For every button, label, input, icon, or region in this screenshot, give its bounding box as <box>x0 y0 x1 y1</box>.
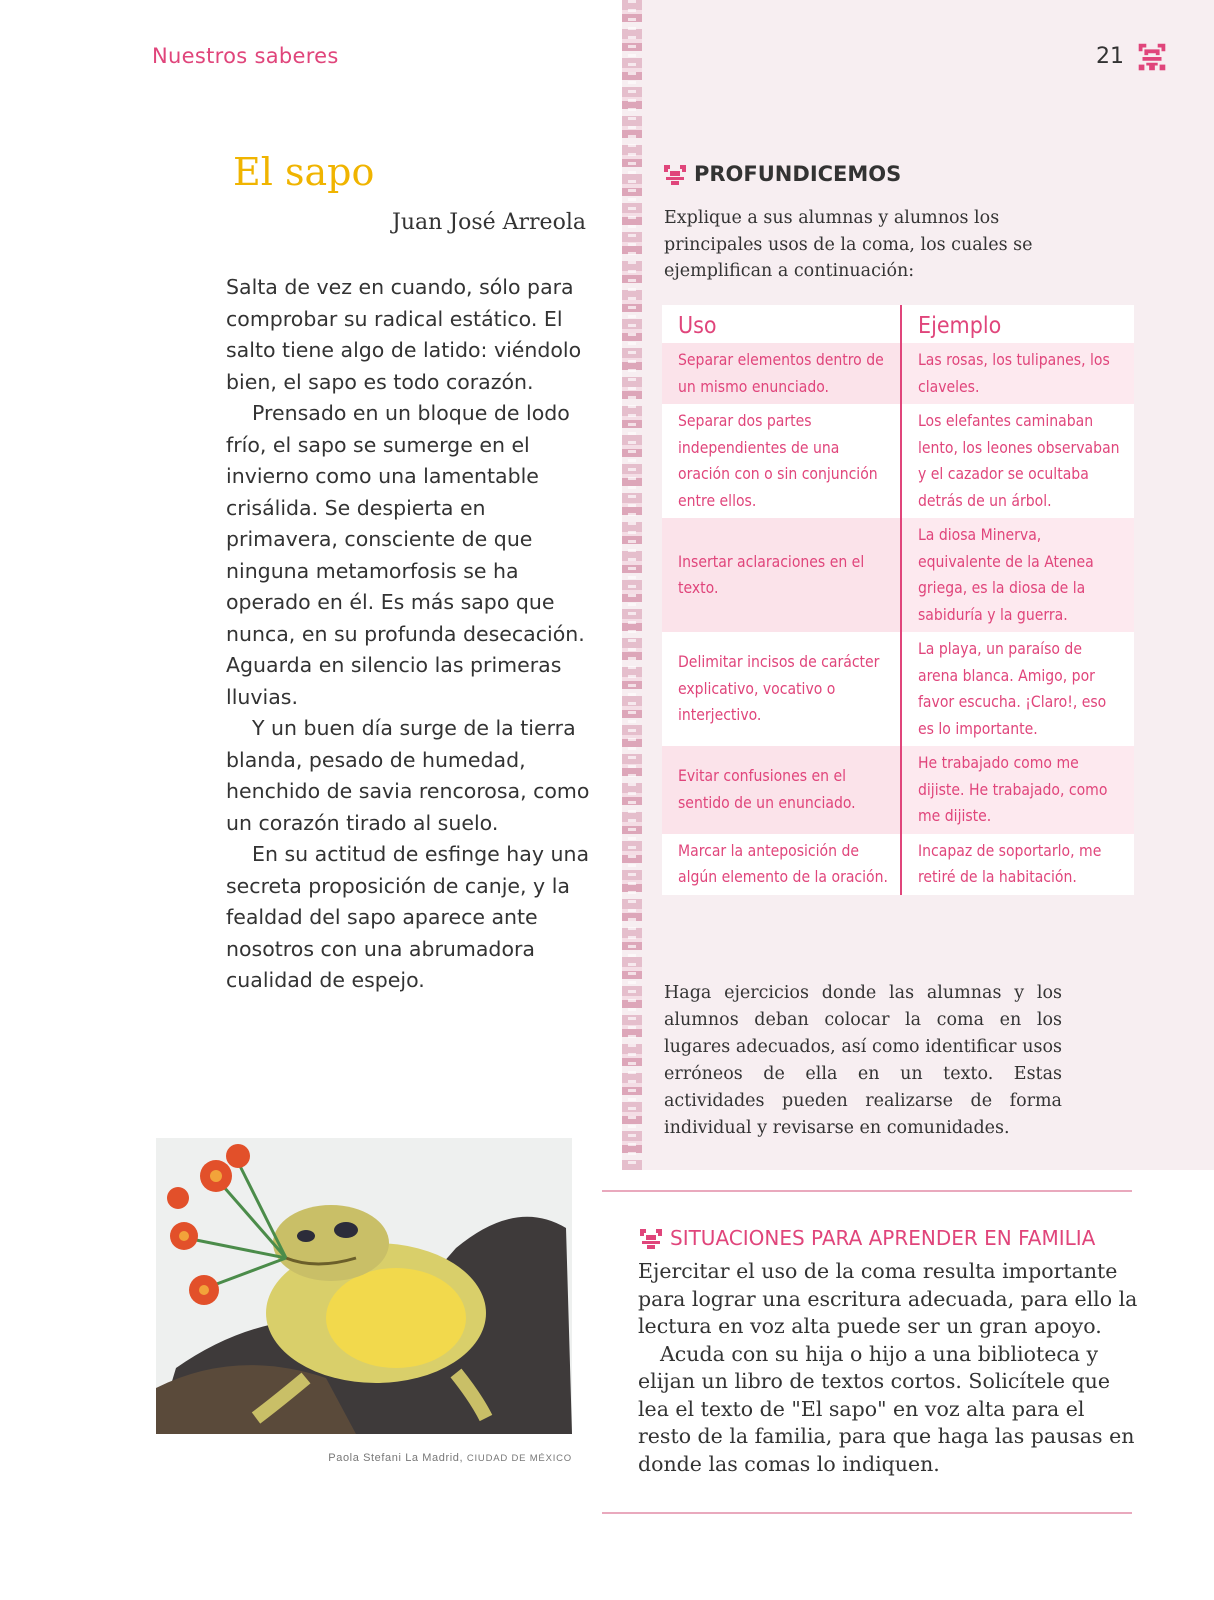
story-paragraph: Prensado en un bloque de lodo frío, el sapo se sumerge en el invierno como una lamentable crisálida. Se despierta en primavera, consciente de que ninguna metamorfosis se ha operado en él. Es más sapo que nunca, en su profunda desecación. Aguarda en silencio las primeras lluvias. <box>226 401 585 709</box>
table-cell-uso: Evitar confusiones en el sentido de un enunciado. <box>662 746 901 834</box>
table-row <box>662 834 1134 895</box>
table-cell-ejemplo: Las rosas, los tulipanes, los claveles. <box>901 343 1134 404</box>
familia-paragraph: Ejercitar el uso de la coma resulta importante para lograr una escritura adecuada, para ello la lectura en voz alta puede ser un gran apoyo. <box>638 1259 1138 1338</box>
ornament-icon <box>1133 38 1171 76</box>
story-author: Juan José Arreola <box>392 210 586 235</box>
profundicemos-intro: Explique a sus alumnas y alumnos los principales usos de la coma, los cuales se ejemplifican a continuación: <box>664 208 1033 281</box>
profundicemos-title: PROFUNDICEMOS <box>694 162 902 186</box>
section-title: Nuestros saberes <box>152 44 339 68</box>
table-cell-uso: Marcar la anteposición de algún elemento de la oración. <box>662 834 901 895</box>
credit-name: Paola Stefani La Madrid, <box>328 1452 467 1464</box>
table-cell-uso: Insertar aclaraciones en el texto. <box>662 518 901 632</box>
page-number: 21 <box>1096 44 1124 69</box>
familia-paragraph: Acuda con su hija o hijo a una biblioteca y elijan un libro de textos cortos. Solicítele que lea el texto de "El sapo" en voz alta para el resto de la familia, para que haga las pausas en donde las comas lo indiquen. <box>638 1341 1135 1476</box>
story-body <box>226 272 596 997</box>
table-row <box>662 746 1134 834</box>
familia-title: SITUACIONES PARA APRENDER EN FAMILIA <box>670 1226 1096 1250</box>
table-row <box>662 632 1134 746</box>
story-paragraph: Salta de vez en cuando, sólo para comprobar su radical estático. El salto tiene algo de latido: viéndolo bien, el sapo es todo corazón. <box>226 275 582 394</box>
familia-body <box>638 1258 1138 1478</box>
decorative-border <box>622 0 642 1170</box>
table-row <box>662 343 1134 404</box>
column-header-ejemplo: Ejemplo <box>901 305 1134 343</box>
glyph-icon <box>662 163 688 185</box>
story-title: El sapo <box>233 150 375 194</box>
divider <box>602 1190 1132 1192</box>
table-cell-uso: Separar dos partes independientes de una oración con o sin conjunción entre ellos. <box>662 404 901 518</box>
table-cell-ejemplo: Incapaz de soportarlo, me retiré de la habitación. <box>901 834 1134 895</box>
column-header-uso: Uso <box>662 305 901 343</box>
comma-uses-table <box>662 305 1134 895</box>
table-cell-ejemplo: La diosa Minerva, equivalente de la Atenea griega, es la diosa de la sabiduría y la guerra. <box>901 518 1134 632</box>
familia-heading <box>638 1226 1095 1250</box>
table-cell-uso: Delimitar incisos de carácter explicativo, vocativo o interjectivo. <box>662 632 901 746</box>
table-cell-ejemplo: He trabajado como me dijiste. He trabajado, como me dijiste. <box>901 746 1134 834</box>
toad-illustration <box>156 1138 572 1434</box>
table-cell-uso: Separar elementos dentro de un mismo enunciado. <box>662 343 901 404</box>
credit-place: CIUDAD DE MÉXICO <box>466 1453 572 1464</box>
table-row <box>662 404 1134 518</box>
story-paragraph: En su actitud de esfinge hay una secreta proposición de canje, y la fealdad del sapo aparece ante nosotros con una abrumadora cualidad de espejo. <box>226 842 590 992</box>
divider <box>602 1512 1132 1514</box>
glyph-icon <box>638 1227 664 1249</box>
table-cell-ejemplo: Los elefantes caminaban lento, los leones observaban y el cazador se ocultaba detrás de un árbol. <box>901 404 1134 518</box>
illustration-credit <box>156 1452 572 1464</box>
table-row <box>662 518 1134 632</box>
exercise-text: Haga ejercicios donde las alumnas y los alumnos deban colocar la coma en los lugares adecuados, así como identificar usos erróneos de ella en un texto. Estas actividades pueden realizarse de forma individual y revisarse en comunidades. <box>664 983 1062 1138</box>
table-cell-ejemplo: La playa, un paraíso de arena blanca. Amigo, por favor escucha. ¡Claro!, eso es lo importante. <box>901 632 1134 746</box>
profundicemos-heading <box>662 162 901 186</box>
story-paragraph: Y un buen día surge de la tierra blanda, pesado de humedad, henchido de savia rencorosa, como un corazón tirado al suelo. <box>226 716 590 835</box>
